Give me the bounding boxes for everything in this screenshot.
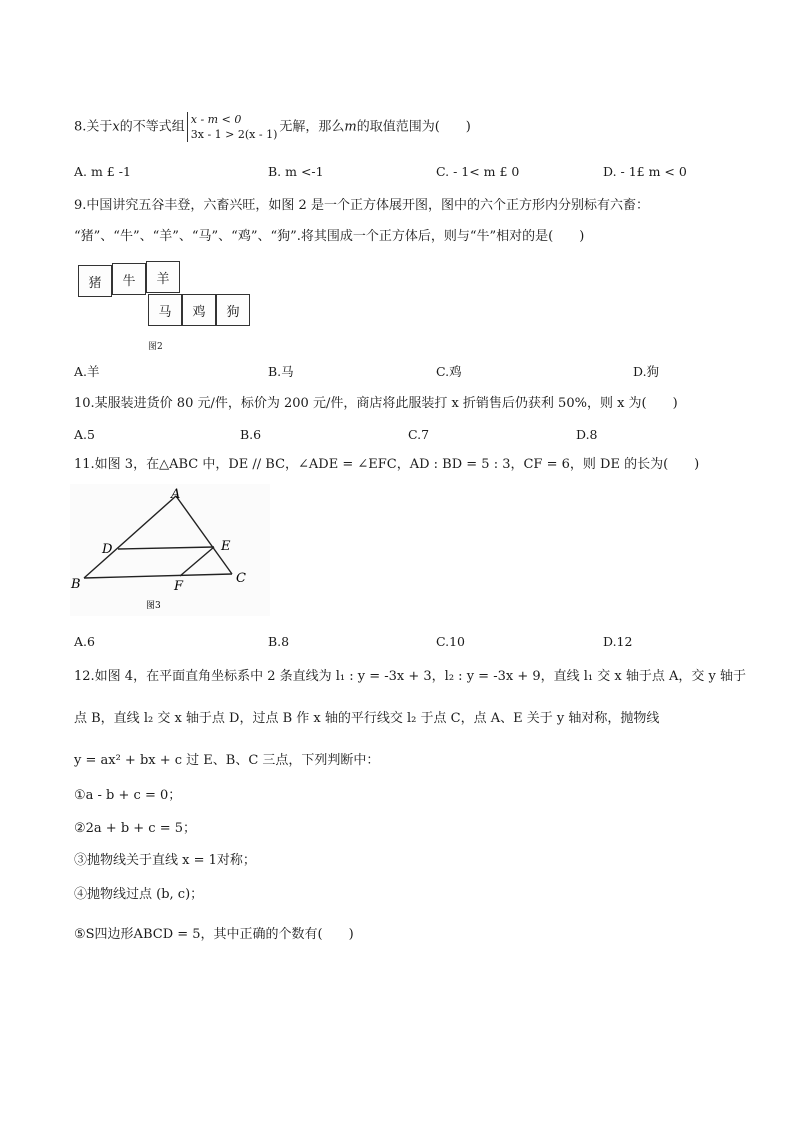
- q11-text: 11.如图 3，在△ABC 中，DE // BC，∠ADE = ∠EFC，AD : BD = 5 : 3，CF = 6，则 DE 的长为( ): [74, 457, 700, 472]
- q11-option-d: D.12: [603, 634, 633, 649]
- q8-prefix: 8.关于: [74, 119, 113, 135]
- label-c: C: [236, 571, 246, 586]
- cube-net-figure: [74, 259, 264, 353]
- cube-cell-pig: 猪: [78, 265, 112, 297]
- label-b: B: [71, 577, 81, 592]
- label-d: D: [102, 542, 113, 557]
- cube-cell-dog: 狗: [216, 294, 250, 326]
- q8-sys-line1: x - m < 0: [190, 113, 242, 126]
- q12-item-1: ①a - b + c = 0；: [74, 788, 182, 803]
- q8-mid: 的不等式组: [119, 119, 185, 135]
- q11-option-a: A.6: [74, 634, 95, 649]
- q9-option-b: B.马: [268, 364, 294, 379]
- cube-cell-ox: 牛: [112, 263, 146, 295]
- q9-line1: 9.中国讲究五谷丰登，六畜兴旺，如图 2 是一个正方体展开图，图中的六个正方形内分别标有六畜：: [74, 198, 649, 213]
- triangle-figure: [70, 484, 270, 616]
- q12-line1: 12.如图 4，在平面直角坐标系中 2 条直线为 l₁ : y = -3x + 3，l₂ : y = -3x + 9，直线 l₁ 交 x 轴于点 A，交 y 轴于: [74, 669, 746, 684]
- cube-cell-chicken: 鸡: [182, 294, 216, 326]
- q8-inequality-system: [187, 112, 278, 142]
- q11-option-c: C.10: [436, 634, 465, 649]
- q12-line2: 点 B，直线 l₂ 交 x 轴于点 D，过点 B 作 x 轴的平行线交 l₂ 于点 C，点 A、E 关于 y 轴对称，抛物线: [74, 711, 660, 726]
- q8-end: 的取值范围为( ): [356, 119, 471, 135]
- q8-var: x: [112, 119, 120, 135]
- q9-line2: “猪”、“牛”、“羊”、“马”、“鸡”、“狗”.将其围成一个正方体后，则与“牛”相对的是( ): [74, 229, 585, 244]
- q8-var2: m: [344, 119, 357, 135]
- label-e: E: [221, 539, 231, 554]
- q10-option-b: B.6: [240, 427, 262, 442]
- q10-option-d: D.8: [576, 427, 598, 442]
- q12-item-5: ⑤S四边形ABCD = 5，其中正确的个数有( ): [74, 927, 354, 942]
- q8-option-c: C. - 1< m £ 0: [436, 164, 520, 179]
- q12-item-2: ②2a + b + c = 5；: [74, 821, 197, 836]
- q12-item-3: ③抛物线关于直线 x = 1对称；: [74, 853, 256, 868]
- label-f: F: [174, 579, 184, 594]
- question-8: [74, 112, 471, 142]
- label-a: A: [171, 487, 181, 502]
- q11-option-b: B.8: [268, 634, 290, 649]
- q10-option-c: C.7: [408, 427, 430, 442]
- figure-3-caption: 图3: [146, 601, 161, 611]
- q8-option-b: B. m <-1: [268, 164, 324, 179]
- q9-option-a: A.羊: [74, 364, 100, 379]
- q10-option-a: A.5: [74, 427, 95, 442]
- q9-option-d: D.狗: [633, 364, 660, 379]
- q12-item-4: ④抛物线过点 (b, c)；: [74, 887, 204, 902]
- figure-2-caption: 图2: [148, 342, 163, 352]
- q8-option-d: D. - 1£ m < 0: [603, 164, 687, 179]
- q12-line3: y = ax² + bx + c 过 E、B、C 三点，下列判断中：: [74, 753, 380, 768]
- cube-cell-sheep: 羊: [146, 261, 180, 293]
- q8-sys-line2: 3x - 1 > 2(x - 1): [190, 128, 278, 141]
- cube-cell-horse: 马: [148, 294, 182, 326]
- q8-suffix: 无解，那么: [279, 119, 345, 135]
- q8-option-a: A. m £ -1: [74, 164, 131, 179]
- triangle-figure-bg: [70, 484, 270, 616]
- q10-text: 10.某服装进货价 80 元/件，标价为 200 元/件，商店将此服装打 x 折销售后仍获利 50%，则 x 为( ): [74, 396, 678, 411]
- q9-option-c: C.鸡: [436, 364, 462, 379]
